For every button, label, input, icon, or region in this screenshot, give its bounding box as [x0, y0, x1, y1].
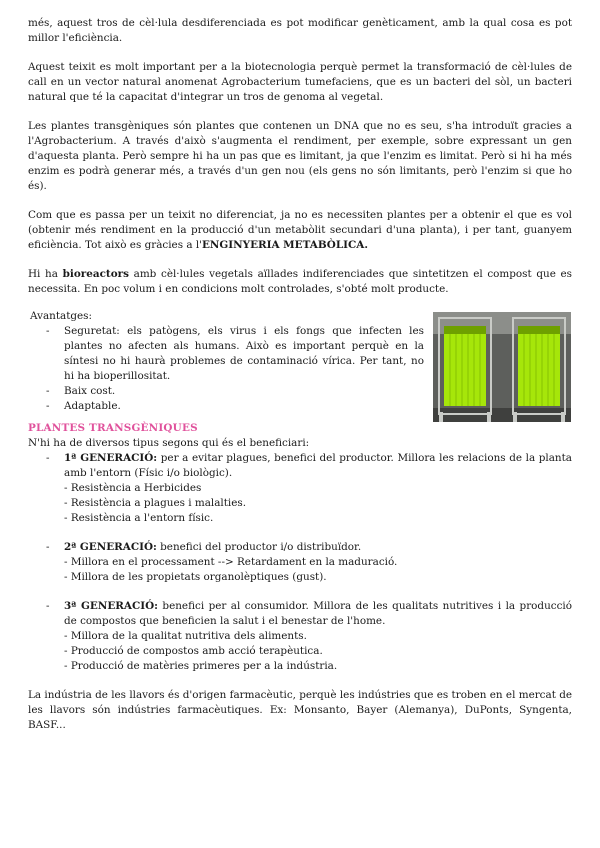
- generation-1: - 1ª GENERACIÓ: per a evitar plagues, benefici del productor. Millora les relacions de la planta amb l'entorn (Físic i/o biològic). - Resistència a Herbicides - Resistència a plagues i malalties. - Resistència a l'entorn físic.: [46, 452, 572, 524]
- generation-sub: - Millora en el processament --> Retardament en la maduració.: [64, 556, 398, 568]
- advantage-item: - Seguretat: els patògens, els virus i els fongs que infecten les plantes no afecten als humans. Això es important perquè en la síntesi no hi haurà problemes de contaminació vírica. Per tant, no hi ha bioperillositat.: [46, 325, 424, 382]
- paragraph-bioreactors: [28, 267, 572, 297]
- generation-sub: - Producció de compostos amb acció terapèutica.: [64, 645, 323, 657]
- generation-sub: - Resistència a plagues i malalties.: [64, 497, 247, 509]
- metabolic-engineering-term: ENGINYERIA METABÒLICA.: [202, 239, 368, 251]
- section-heading: PLANTES TRANSGÈNIQUES: [28, 422, 198, 434]
- paragraph-metabolic-engineering: [28, 208, 572, 253]
- p5-post: amb cèl·lules vegetals aïllades indiferenciades que sintetitzen el compost que es necessita. En poc volum i en condicions molt controlades, s'obté molt producte.: [28, 268, 572, 295]
- generation-sub: - Resistència a l'entorn físic.: [64, 512, 214, 524]
- bioreactors-term: bioreactors: [62, 268, 129, 280]
- paragraph-transgenic-plants: Les plantes transgèniques són plantes que contenen un DNA que no es seu, s'ha introduït gracies a l'Agrobacterium. A través d'això s'augmenta el rendiment, per exemple, sobre expressant un gen d'aquesta planta. Però sempre hi ha un pas que es limitant, ja que l'enzim es limitat. Però si hi ha més enzim es podrà generar més, a través d'un gen nou (els gens no són limitants, però l'enzim si que ho és).: [28, 120, 572, 192]
- advantages-title: Avantatges:: [30, 310, 93, 322]
- generation-sub: - Millora de la qualitat nutritiva dels aliments.: [64, 630, 307, 642]
- bioreactor-photo: [433, 312, 571, 422]
- section-intro: N'hi ha de diversos tipus segons qui és el beneficiari:: [28, 437, 310, 449]
- p4-text: Com que es passa per un teixit no diferenciat, ja no es necessiten plantes per a obtenir el que es vol (obtenir més rendiment en la producció d'un metabòlit secundari d'una planta), i per tant, guanyem eficiència. Tot això es gràcies a l': [28, 209, 572, 251]
- generation-label: 1ª GENERACIÓ:: [64, 452, 158, 464]
- advantages-list: [28, 324, 424, 414]
- document-page: [28, 16, 572, 733]
- advantage-item: - Adaptable.: [46, 400, 121, 412]
- paragraph-seed-industry: La indústria de les llavors és d'origen farmacèutic, perquè les indústries que es troben en el mercat de les llavors són indústries farmacèutiques. Ex: Monsanto, Bayer (Alemanya), DuPonts, Syngenta, BASF...: [28, 689, 572, 731]
- generation-label: 3ª GENERACIÓ:: [64, 600, 158, 612]
- generation-3: - 3ª GENERACIÓ: benefici per al consumidor. Millora de les qualitats nutritives i la producció de compostos que beneficien la salut i el benestar de l'home. - Millora de la qualitat nutritiva dels aliments. - Producció de compostos amb acció terapèutica. - Producció de matèries primeres per a la indústria.: [46, 600, 572, 672]
- generation-2: - 2ª GENERACIÓ: benefici del productor i/o distribuïdor. - Millora en el processament --> Retardament en la maduració. - Millora de les propietats organolèptiques (gust).: [28, 540, 572, 585]
- p5-pre: Hi ha: [28, 268, 63, 280]
- generation-sub: - Resistència a Herbicides: [64, 482, 202, 494]
- generation-sub: - Producció de matèries primeres per a la indústria.: [64, 660, 338, 672]
- advantages-block: [28, 309, 572, 421]
- generation-label: 2ª GENERACIÓ:: [64, 541, 157, 553]
- paragraph-cell-modification: més, aquest tros de cèl·lula desdiferenciada es pot modificar genèticament, amb la qual cosa es pot millor l'eficiència.: [28, 17, 572, 44]
- paragraph-agrobacterium: Aquest teixit es molt important per a la biotecnologia perquè permet la transformació de cèl·lules de call en un vector natural anomenat Agrobacterium tumefaciens, que es un bacteri del sòl, un bacteri natural que té la capacitat d'integrar un tros de genoma al vegetal.: [28, 61, 572, 103]
- advantage-item: - Baix cost.: [46, 385, 116, 397]
- generation-sub: - Millora de les propietats organolèptiques (gust).: [64, 571, 327, 583]
